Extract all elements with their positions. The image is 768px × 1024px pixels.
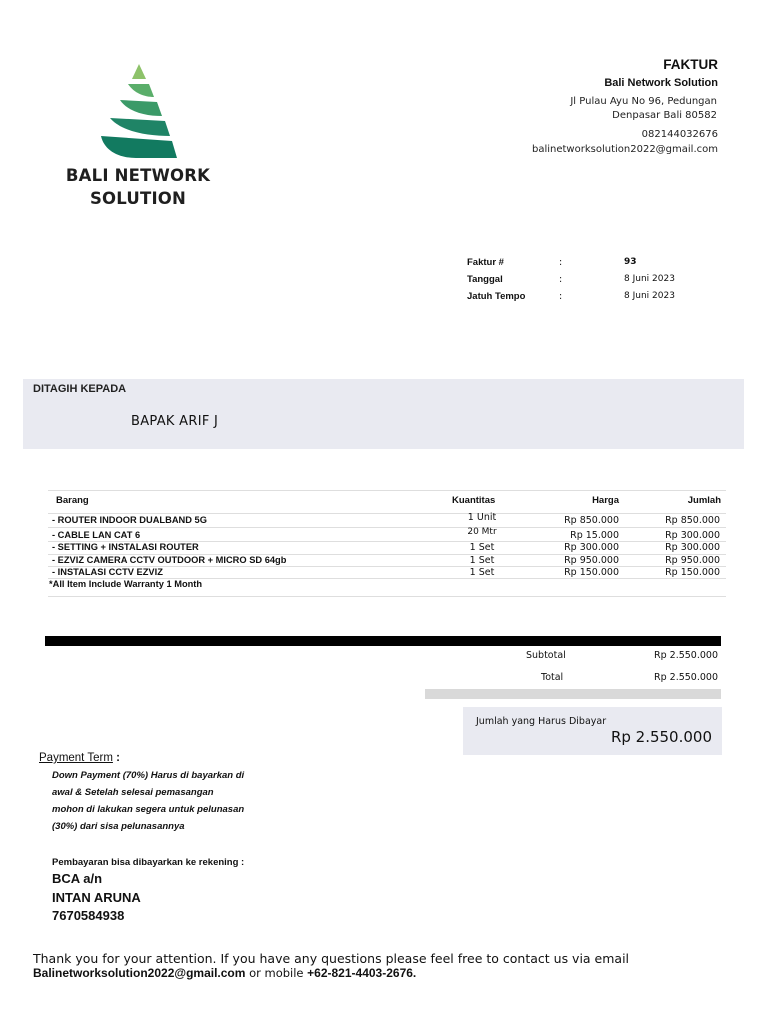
payment-term-line: (30%) dari sisa pelunasannya (52, 821, 185, 832)
contact-phone: +62-821-4403-2676. (307, 966, 417, 980)
table-header-divider (48, 513, 726, 514)
subtotal-value: Rp 2.550.000 (654, 650, 718, 661)
company-email: balinetworksolution2022@gmail.com (531, 144, 718, 155)
table-row-price: Rp 15.000 (570, 530, 619, 541)
logo-layer-5 (101, 136, 177, 158)
table-row-qty: 1 Set (469, 555, 495, 566)
warranty-note: *All Item Include Warranty 1 Month (49, 579, 203, 589)
total-value: Rp 2.550.000 (654, 672, 718, 683)
document-title: FAKTUR (663, 57, 718, 72)
payment-term-line: Down Payment (70%) Harus di bayarkan di (52, 770, 245, 781)
logo-text-line2: SOLUTION (89, 189, 187, 208)
table-bottom-border (48, 596, 726, 597)
payment-term-title-text: Payment Term (39, 752, 113, 764)
contact-line (33, 966, 416, 980)
column-header-price: Harga (592, 495, 619, 506)
table-row-price: Rp 300.000 (564, 542, 619, 553)
bill-to-label: DITAGIH KEPADA (33, 383, 127, 395)
company-address-line1: Jl Pulau Ayu No 96, Pedungan (570, 96, 717, 107)
payment-term-colon: : (112, 752, 120, 764)
totals-grey-bar (425, 689, 721, 699)
amount-due-value: Rp 2.550.000 (610, 728, 712, 746)
table-row-total: Rp 950.000 (665, 555, 720, 566)
bank-name: BCA a/n (52, 871, 103, 886)
payment-term-line: mohon di lakukan segera untuk pelunasan (52, 804, 245, 815)
payment-term-line: awal & Setelah selesai pemasangan (52, 787, 214, 798)
table-row-item: - ROUTER INDOOR DUALBAND 5G (52, 515, 207, 525)
logo-layer-3 (120, 100, 162, 116)
logo-layer-1 (132, 64, 146, 79)
company-address-line2: Denpasar Bali 80582 (612, 110, 717, 121)
account-holder: INTAN ARUNA (52, 890, 141, 905)
column-header-item: Barang (56, 495, 89, 506)
contact-or-mobile: or mobile (245, 966, 308, 980)
table-row-price: Rp 850.000 (564, 515, 619, 526)
invoice-date-value: 8 Juni 2023 (624, 274, 675, 284)
logo-text-line1: BALI NETWORK (65, 166, 211, 185)
company-phone: 082144032676 (641, 129, 718, 140)
payment-term-title (39, 752, 120, 764)
table-row-total: Rp 300.000 (665, 542, 720, 553)
table-row-divider (48, 527, 726, 528)
table-row-total: Rp 150.000 (665, 567, 720, 578)
thank-you-message: Thank you for your attention. If you have any questions please feel free to contact us via email (33, 951, 630, 966)
layered-pyramid-logo-icon (98, 62, 180, 162)
bill-to-name: BAPAK ARIF J (131, 414, 219, 429)
invoice-date-label: Tanggal (467, 274, 503, 285)
meta-separator: : (559, 291, 563, 302)
table-row-item: - CABLE LAN CAT 6 (52, 530, 141, 540)
meta-separator: : (559, 274, 563, 285)
due-date-label: Jatuh Tempo (467, 291, 526, 302)
table-row-price: Rp 150.000 (564, 567, 619, 578)
logo-layer-2 (128, 84, 154, 97)
due-date-value: 8 Juni 2023 (624, 291, 675, 301)
column-header-total: Jumlah (687, 495, 721, 506)
contact-email: Balinetworksolution2022@gmail.com (33, 966, 246, 980)
table-row-item: - INSTALASI CCTV EZVIZ (52, 567, 163, 577)
company-name: Bali Network Solution (604, 77, 718, 89)
subtotal-label: Subtotal (526, 650, 566, 661)
total-label: Total (541, 672, 564, 683)
column-header-quantity: Kuantitas (452, 495, 496, 506)
invoice-number-label: Faktur # (467, 257, 504, 268)
table-row-qty: 20 Mtr (467, 527, 497, 537)
amount-due-label: Jumlah yang Harus Dibayar (476, 716, 607, 727)
table-row-item: - SETTING + INSTALASI ROUTER (52, 542, 199, 552)
table-row-total: Rp 850.000 (665, 515, 720, 526)
table-row-item: - EZVIZ CAMERA CCTV OUTDOOR + MICRO SD 64gb (52, 555, 287, 565)
totals-divider-bar (45, 636, 721, 646)
invoice-number-value: 93 (624, 257, 637, 267)
table-row-qty: 1 Unit (467, 512, 497, 523)
bank-intro-text: Pembayaran bisa dibayarkan ke rekening : (52, 857, 245, 868)
table-row-qty: 1 Set (469, 567, 495, 578)
account-number: 7670584938 (52, 908, 125, 923)
table-row-total: Rp 300.000 (665, 530, 720, 541)
table-row-qty: 1 Set (469, 542, 495, 553)
table-row-price: Rp 950.000 (564, 555, 619, 566)
table-top-border (48, 490, 726, 491)
meta-separator: : (559, 257, 563, 268)
logo-layer-4 (110, 118, 170, 136)
